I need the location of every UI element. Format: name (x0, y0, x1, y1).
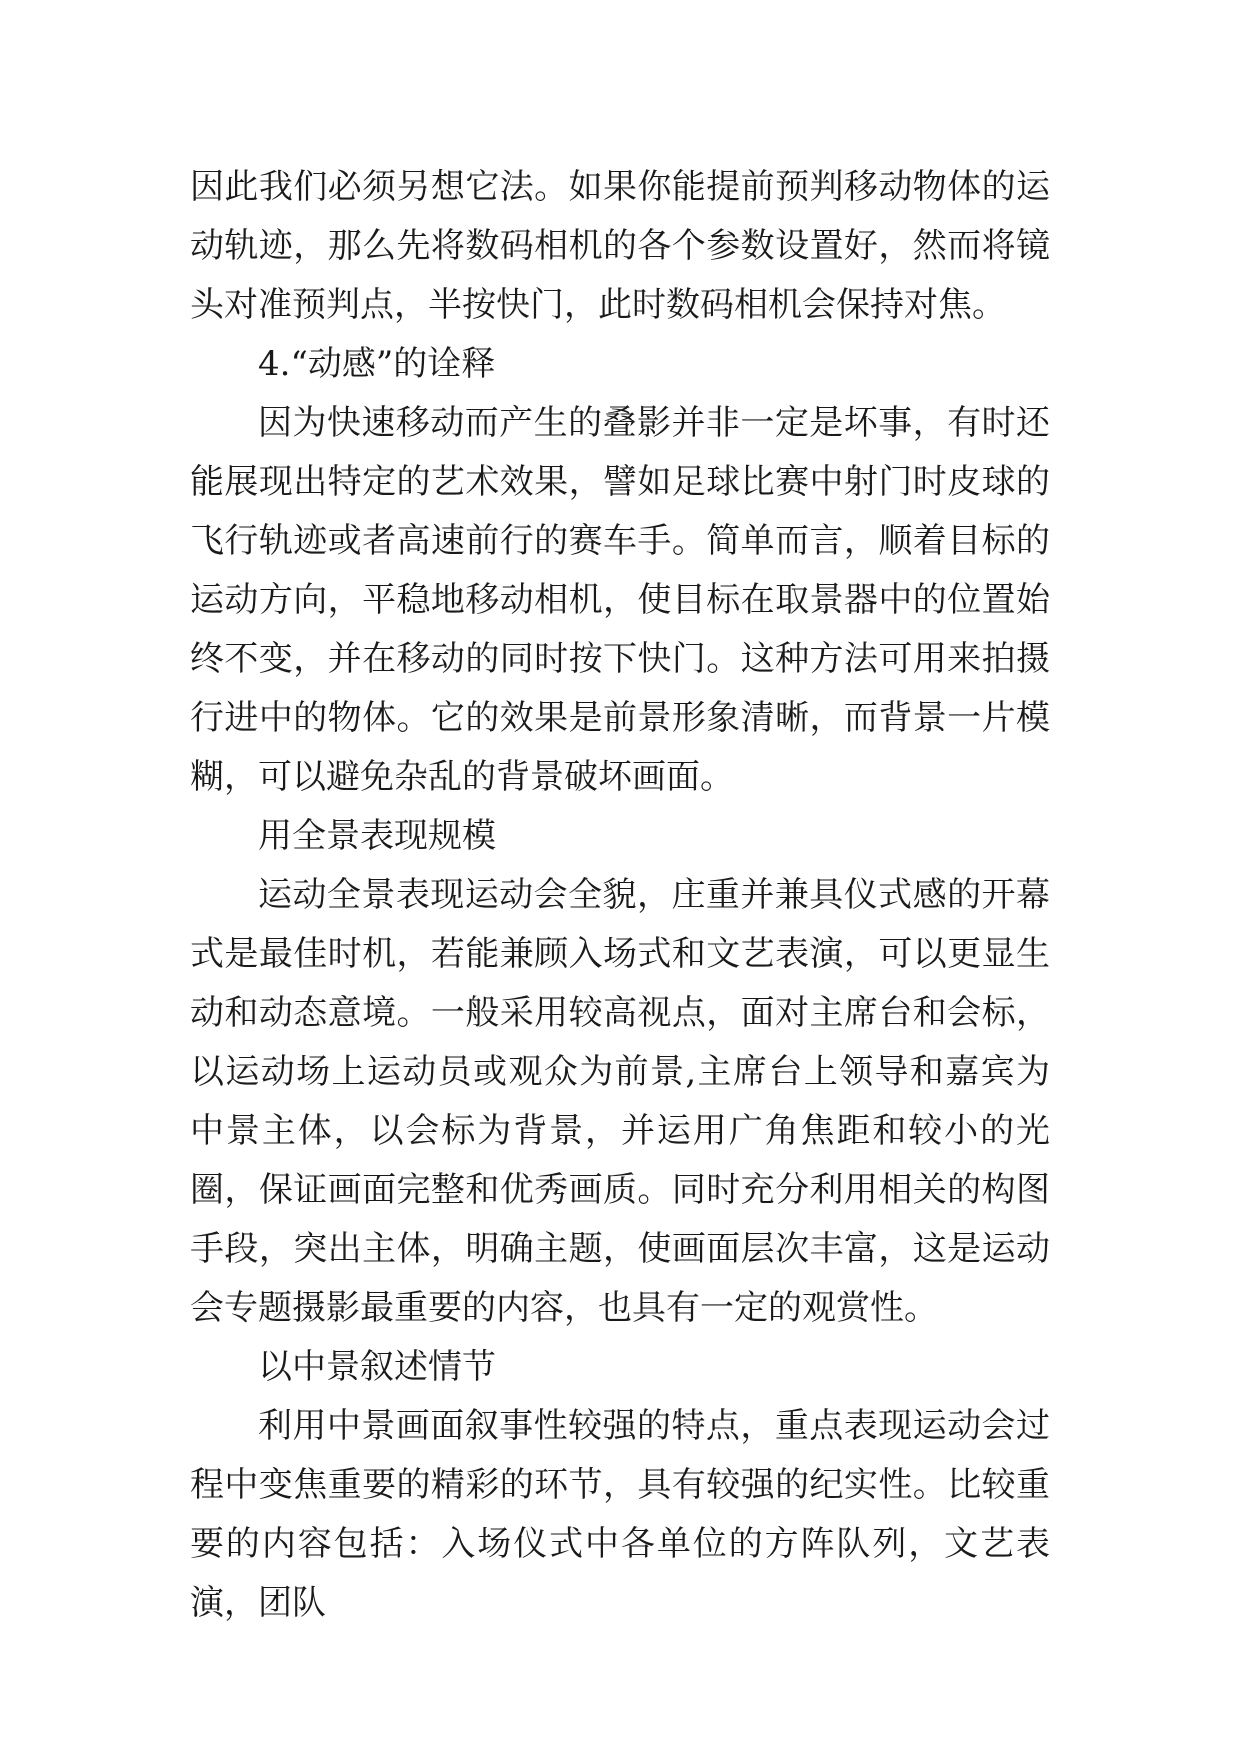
paragraph-panorama: 运动全景表现运动会全貌，庄重并兼具仪式感的开幕式是最佳时机，若能兼顾入场式和文艺表演，可以更显生动和动态意境。一般采用较高视点，面对主席台和会标，以运动场上运动员或观众为前景,主席台上领导和嘉宾为中景主体，以会标为背景，并运用广角焦距和较小的光圈，保证画面完整和优秀画质。同时充分利用相关的构图手段，突出主体，明确主题，使画面层次丰富，这是运动会专题摄影最重要的内容，也具有一定的观赏性。 (190, 875, 1050, 1328)
paragraph-medium-shot: 利用中景画面叙事性较强的特点，重点表现运动会过程中变焦重要的精彩的环节，具有较强的纪实性。比较重要的内容包括：入场仪式中各单位的方阵队列，文艺表演，团队 (190, 1406, 1050, 1623)
document-body (190, 158, 1050, 1633)
paragraph-continuation: 因此我们必须另想它法。如果你能提前预判移动物体的运动轨迹，那么先将数码相机的各个参数设置好，然而将镜头对准预判点，半按快门，此时数码相机会保持对焦。 (190, 167, 1050, 325)
section-heading-panorama: 用全景表现规模 (258, 816, 496, 856)
section-heading-dynamic: 4.“动感”的诠释 (258, 344, 496, 384)
paragraph-dynamic: 因为快速移动而产生的叠影并非一定是坏事，有时还能展现出特定的艺术效果，譬如足球比赛中射门时皮球的飞行轨迹或者高速前行的赛车手。简单而言，顺着目标的运动方向，平稳地移动相机，使目标在取景器中的位置始终不变，并在移动的同时按下快门。这种方法可用来拍摄行进中的物体。它的效果是前景形象清晰，而背景一片模糊，可以避免杂乱的背景破坏画面。 (190, 403, 1050, 797)
section-heading-medium-shot: 以中景叙述情节 (258, 1347, 496, 1387)
